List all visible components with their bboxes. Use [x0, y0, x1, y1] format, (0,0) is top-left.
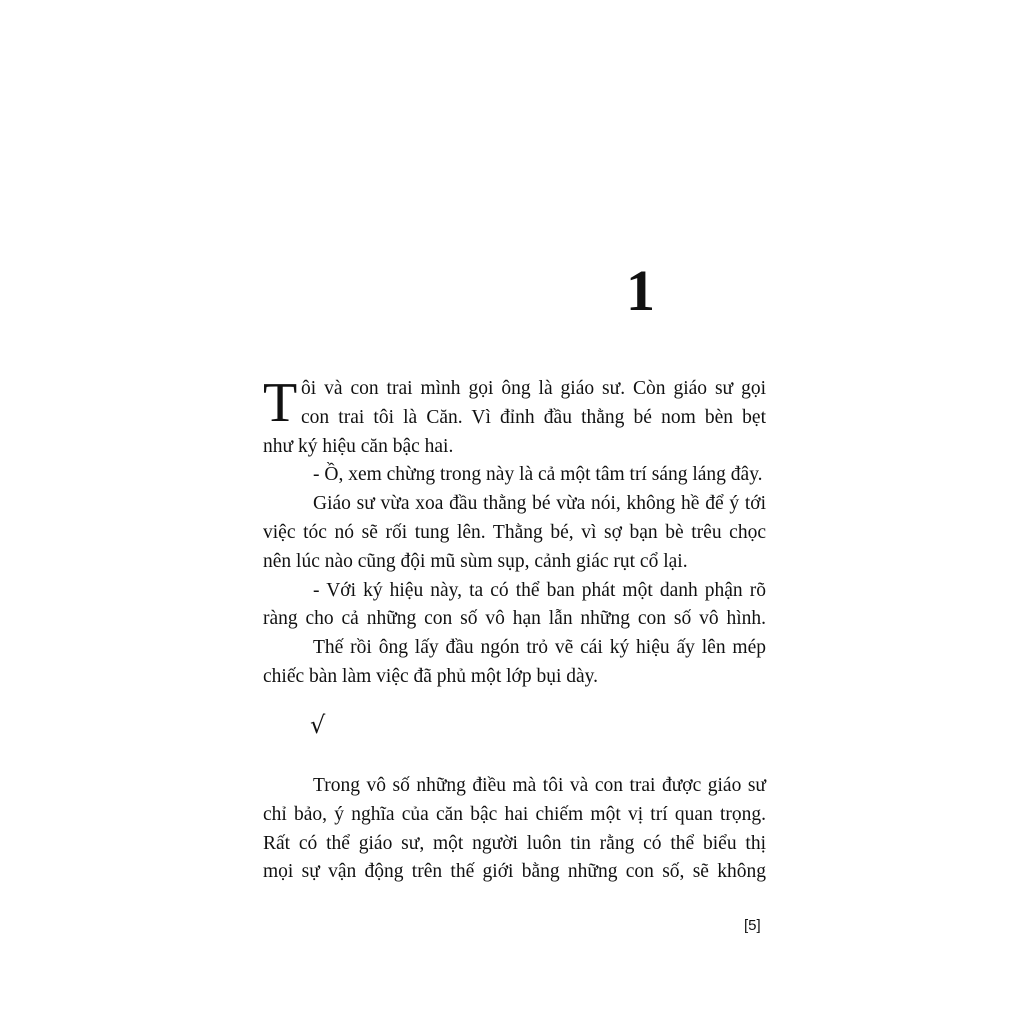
- opening-paragraphs: [263, 372, 766, 692]
- text-line: Rất có thể giáo sư, một người luôn tin rằng có thể biểu thị: [263, 832, 766, 854]
- drop-cap-paragraph: [263, 372, 766, 434]
- text-line: chỉ bảo, ý nghĩa của căn bậc hai chiếm một vị trí quan trọng.: [263, 803, 766, 825]
- section-break-sqrt-symbol: √: [310, 711, 326, 739]
- text-line: Trong vô số những điều mà tôi và con trai được giáo sư: [313, 775, 766, 796]
- text-line: như ký hiệu căn bậc hai.: [263, 435, 454, 457]
- text-line: ôi và con trai mình gọi ông là giáo sư. Còn giáo sư gọi: [301, 378, 766, 399]
- dialogue-line: - Với ký hiệu này, ta có thể ban phát một danh phận rõ: [313, 579, 766, 601]
- text-line: chiếc bàn làm việc đã phủ một lớp bụi dày.: [263, 665, 599, 687]
- text-line: Giáo sư vừa xoa đầu thằng bé vừa nói, không hề để ý tới: [313, 493, 766, 515]
- second-paragraph: [263, 772, 766, 887]
- page-number: [5]: [744, 917, 761, 934]
- text-line: con trai tôi là Căn. Vì đỉnh đầu thằng bé nom bèn bẹt: [301, 406, 766, 428]
- text-line: ràng cho cả những con số vô hạn lẫn những con số vô hình.: [263, 608, 766, 630]
- text-line: Thế rồi ông lấy đầu ngón trỏ vẽ cái ký hiệu ấy lên mép: [313, 637, 766, 659]
- chapter-number: 1: [626, 258, 655, 323]
- drop-cap: T: [263, 372, 298, 434]
- text-line: mọi sự vận động trên thế giới bằng những con số, sẽ không: [263, 861, 766, 883]
- text-line: nên lúc nào cũng đội mũ sùm sụp, cảnh giác rụt cổ lại.: [263, 550, 688, 572]
- text-line: việc tóc nó sẽ rối tung lên. Thằng bé, vì sợ bạn bè trêu chọc: [263, 521, 766, 543]
- dialogue-line: - Ồ, xem chừng trong này là cả một tâm trí sáng láng đây.: [313, 464, 763, 486]
